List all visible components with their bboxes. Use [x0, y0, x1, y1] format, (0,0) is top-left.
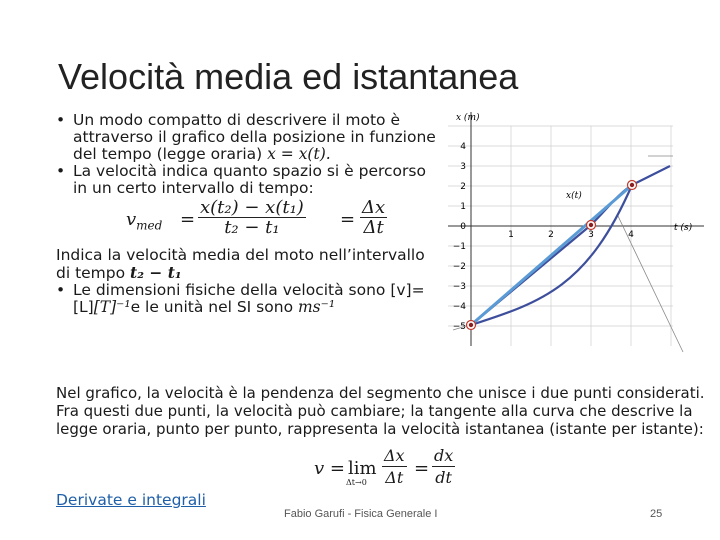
curve-label: x(t)	[566, 191, 582, 201]
graph-grid	[448, 126, 673, 346]
lim-word: lim	[348, 458, 377, 479]
footer-author: Fabio Garufi - Fisica Generale I	[284, 508, 438, 520]
instant-velocity-formula	[314, 446, 474, 492]
equals-sign-1: =	[180, 209, 196, 230]
bullet-1-text: Un modo compatto di descrivere il moto è attraverso il grafico della posizione in funzione del tempo (legge oraria)	[73, 111, 436, 163]
point-start-dot	[469, 323, 473, 327]
y-tick-label: 4	[460, 142, 466, 152]
bullet-list	[56, 112, 436, 316]
equals-sign-2: =	[340, 209, 356, 230]
explanation-text: Nel grafico, la velocità è la pendenza del segmento che unisce i due punti considerati. Fra questi due punti, la velocità può cambiare; la tangente alla curva che descrive la legge oraria, punto per punto, rappresenta la velocità istantanea (istante per istante):	[56, 384, 705, 438]
fraction-delta-2: $\frac{\Delta x}{\Delta t}$	[384, 446, 405, 487]
mean-velocity-formula	[126, 197, 436, 247]
v-med-lhs: $v_{med}$	[126, 209, 163, 233]
bullet-3: • Le dimensioni fisiche della velocità sono [v]=[L][T]⁻¹e le unità nel SI sono ms⁻¹	[56, 282, 436, 316]
law-formula: x = x(t).	[267, 145, 331, 163]
y-tick-label: 1	[460, 202, 466, 212]
y-tick-labels	[453, 142, 467, 332]
bullet-2	[56, 163, 436, 197]
slide-title: Velocità media ed istantanea	[58, 56, 519, 97]
page-number: 25	[650, 508, 663, 520]
bullet-1	[56, 112, 436, 163]
interval-formula: t₂ − t₁	[130, 263, 182, 282]
y-tick-label: 3	[460, 162, 466, 172]
point-end-dot	[630, 183, 634, 187]
y-tick-label: −1	[452, 242, 466, 252]
fraction-delta: $\frac{\Delta x}{\Delta t}$	[362, 197, 386, 238]
interval-text: Indica la velocità media del moto nell’intervallo di tempo t₂ − t₁	[56, 246, 425, 282]
y-tick-label: −5	[452, 322, 466, 332]
y-tick-label: −2	[452, 262, 466, 272]
point-middle-dot	[589, 223, 593, 227]
unit-formula: ms⁻¹	[297, 298, 336, 316]
fraction-derivative: $\frac{dx}{dt}$	[434, 446, 454, 487]
x-tick-label: 2	[548, 230, 554, 240]
v-lhs: v =	[314, 458, 345, 479]
equals-sign-3: =	[414, 458, 430, 479]
lim-subscript: Δt→0	[346, 478, 367, 487]
y-tick-label: −4	[452, 302, 466, 312]
y-tick-label: −3	[452, 282, 466, 292]
lower-extension	[618, 216, 683, 352]
y-tick-label: 2	[460, 182, 466, 192]
x-tick-label: 4	[628, 230, 634, 240]
x-tick-label: 1	[508, 230, 514, 240]
x-axis-label: t (s)	[674, 223, 693, 233]
bullet-2-text: La velocità indica quanto spazio si è percorso in un certo intervallo di tempo:	[73, 162, 426, 197]
position-time-graph	[448, 106, 704, 360]
fraction-positions: $\frac{\text{x(t₂) − x(t₁)}}{\text{t₂ − t₁}}$	[200, 197, 304, 238]
y-tick-label: 0	[460, 222, 466, 232]
x-tick-label: 3	[588, 230, 594, 240]
dimension-formula: [T]⁻¹	[93, 298, 131, 316]
derivatives-link[interactable]: Derivate e integrali	[56, 491, 206, 509]
y-axis-label: x (m)	[456, 113, 480, 123]
